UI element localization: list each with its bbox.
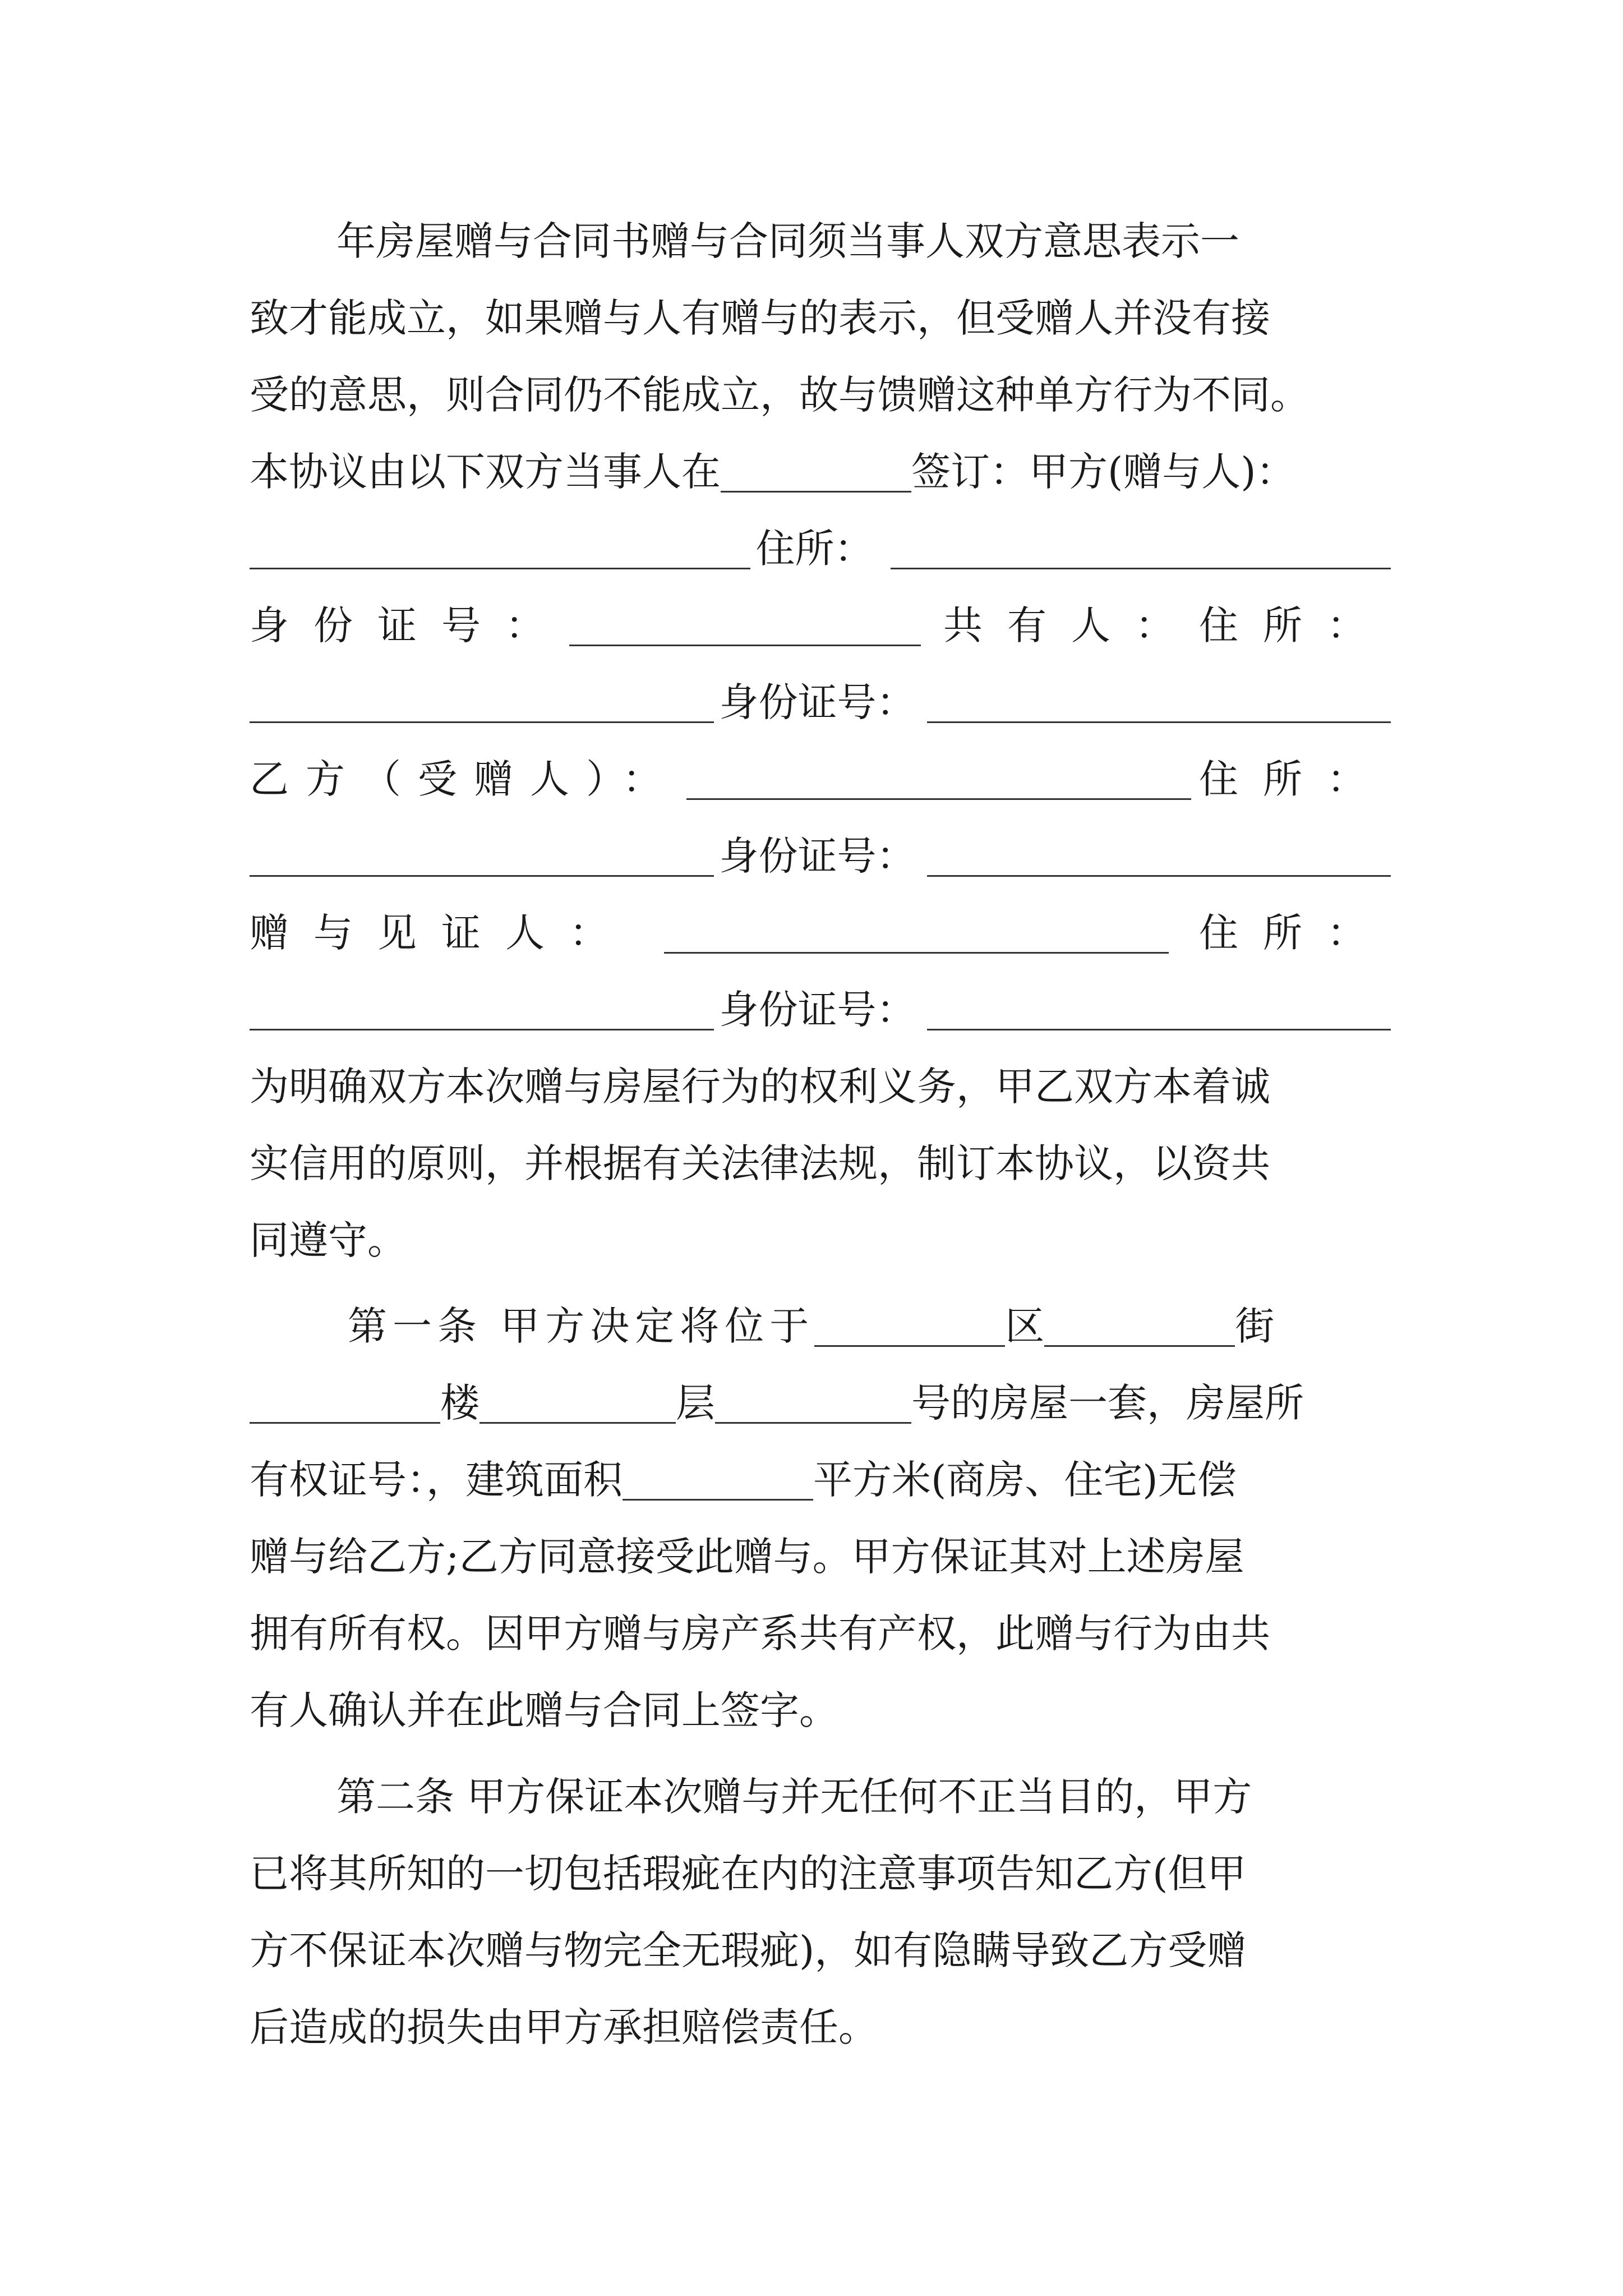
article-1-lead: 第一条 甲方决定将位于 [348,1303,815,1349]
article-2-line-3: 方不保证本次赠与物完全无瑕疵)，如有隐瞒导致乙方受赠 [250,1927,1247,1973]
article-1-line-3 [250,1441,1391,1519]
party-b-id-line [250,817,1391,895]
intro-line-1: 年房屋赠与合同书赠与合同须当事人双方意思表示一 [336,218,1239,264]
party-b-name-blank[interactable] [686,759,1191,800]
signing-place-blank[interactable] [721,452,911,493]
purpose-line-1: 为明确双方本次赠与房屋行为的权利义务，甲乙双方本着诚 [250,1064,1270,1110]
address-label: 住所： [1199,756,1391,802]
party-a-id-blank[interactable] [569,605,921,646]
co-owner-label: 共有人：住所： [943,602,1391,648]
intro-line-3: 受的意思，则合同仍不能成立，故与馈赠这种单方行为不同。 [250,372,1310,418]
id-number-label: 身份证号： [719,833,916,879]
article-1-line-6: 有人确认并在此赠与合同上签字。 [250,1687,838,1733]
party-a-label: 签订：甲方(赠与人)： [911,449,1295,495]
id-number-label: 身份证号： [719,679,916,725]
witness-id-blank[interactable] [927,990,1391,1030]
area-blank[interactable] [623,1460,813,1501]
party-b-address-blank[interactable] [250,836,714,877]
party-a-address-line [250,509,1391,588]
article-1-line-2 [250,1364,1391,1442]
article-1-line-5: 拥有所有权。因甲方赠与房产系共有产权，此赠与行为由共 [250,1611,1270,1657]
party-a-name-blank[interactable] [250,528,750,569]
area-label: 平方米(商房、住宅)无偿 [813,1457,1237,1503]
building-label: 楼 [440,1380,479,1426]
purpose-line-2: 实信用的原则，并根据有关法律法规，制订本协议，以资共 [250,1140,1270,1186]
address-label: 住所： [755,526,874,572]
unit-blank[interactable] [715,1383,911,1424]
id-number-label: 身份证号： [719,987,916,1033]
building-blank[interactable] [250,1383,440,1424]
co-owner-id-blank[interactable] [927,682,1391,723]
signing-location-line [250,432,1391,511]
unit-label: 号的房屋一套，房屋所 [911,1380,1304,1426]
article-1-line-4: 赠与给乙方;乙方同意接受此赠与。甲方保证其对上述房屋 [250,1534,1244,1580]
witness-id-line [250,970,1391,1049]
party-a-id-line [250,586,1391,665]
floor-label: 层 [676,1380,715,1426]
address-label: 住所： [1199,910,1391,956]
article-2-line-2: 已将其所知的一切包括瑕疵在内的注意事项告知乙方(但甲 [250,1851,1247,1897]
article-2-line-1: 第二条 甲方保证本次赠与并无任何不正当目的，甲方 [336,1774,1252,1820]
party-b-label: 乙方（受赠人）： [250,756,679,802]
article-2-line-4: 后造成的损失由甲方承担赔偿责任。 [250,2004,878,2050]
certificate-label: 有权证号：，建筑面积 [250,1457,623,1503]
co-owner-address-blank[interactable] [250,682,714,723]
witness-label: 赠与见证人： [250,910,633,956]
signing-label: 本协议由以下双方当事人在 [250,449,721,495]
party-b-id-blank[interactable] [927,836,1391,877]
article-1-line-1 [250,1287,1391,1365]
witness-address-blank[interactable] [250,990,714,1030]
co-owner-id-line [250,663,1391,742]
street-label: 街 [1235,1303,1275,1349]
district-blank[interactable] [814,1306,1005,1347]
district-label: 区 [1005,1303,1045,1349]
witness-line [250,894,1391,972]
street-blank[interactable] [1044,1306,1235,1347]
floor-blank[interactable] [479,1383,676,1424]
witness-name-blank[interactable] [664,913,1169,954]
intro-line-2: 致才能成立，如果赠与人有赠与的表示，但受赠人并没有接 [250,295,1270,341]
purpose-line-3: 同遵守。 [250,1217,407,1263]
id-number-label: 身份证号： [250,602,569,648]
party-b-line [250,740,1391,818]
party-a-address-blank[interactable] [891,528,1391,569]
